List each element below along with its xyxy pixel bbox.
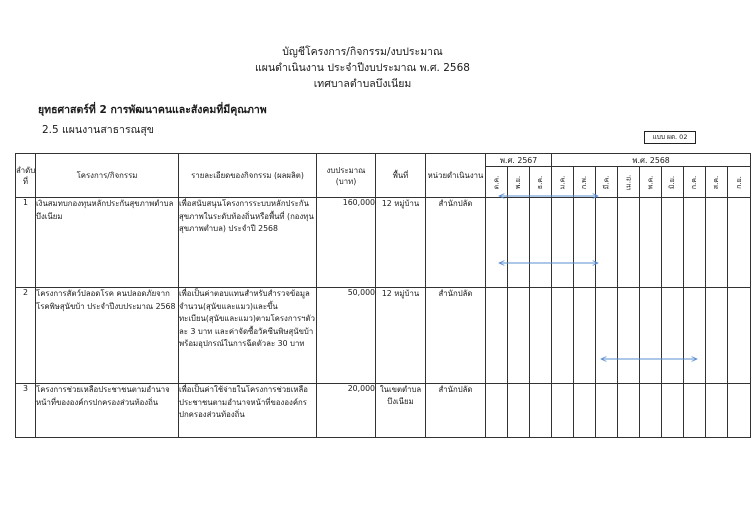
- month-header: มิ.ย.: [662, 167, 684, 198]
- row-number: 1: [16, 198, 36, 288]
- table-row: [16, 384, 751, 438]
- project-area: 12 หมู่บ้าน: [376, 198, 426, 288]
- responsible-unit: สำนักปลัด: [426, 288, 486, 384]
- month-header: พ.ค.: [640, 167, 662, 198]
- col-header-year-2567: พ.ศ. 2567: [486, 154, 552, 167]
- project-name: โครงการช่วยเหลือประชาชนตามอำนาจหน้าที่ขององค์กรปกครองส่วนท้องถิ่น: [36, 384, 179, 438]
- col-header-area: พื้นที่: [376, 154, 426, 198]
- plan-table: [15, 153, 751, 438]
- month-header: ส.ค.: [706, 167, 728, 198]
- month-header: ม.ค.: [552, 167, 574, 198]
- col-header-detail: รายละเอียดของกิจกรรม (ผลผลิต): [179, 154, 317, 198]
- month-header: เม.ย.: [618, 167, 640, 198]
- month-header: ก.พ.: [574, 167, 596, 198]
- month-header: มี.ค.: [596, 167, 618, 198]
- table-row: [16, 288, 751, 384]
- month-header: ก.ค.: [684, 167, 706, 198]
- col-header-no: ลำดับที่: [16, 154, 36, 198]
- project-detail: เพื่อเป็นค่าตอบแทนสำหรับสำรวจข้อมูลจำนวน(สุนัขและแมว)และขึ้นทะเบียน(สุนัขและแมว)ตามโครงการฯตัวละ 3 บาท และค่าจัดซื้อวัคซีนพิษสุนัขบ้าพร้อมอุปกรณ์ในการฉีดตัวละ 30 บาท: [179, 288, 317, 384]
- budget-amount: 50,000: [317, 288, 376, 384]
- form-code-box: แบบ ผด. 02: [644, 131, 696, 144]
- project-detail: เพื่อสนับสนุนโครงการระบบหลักประกันสุขภาพในระดับท้องถิ่นหรือพื้นที่ (กองทุนสุขภาพตำบล) ประจำปี 2568: [179, 198, 317, 288]
- month-header: พ.ย.: [508, 167, 530, 198]
- responsible-unit: สำนักปลัด: [426, 384, 486, 438]
- col-header-unit: หน่วยดำเนินงาน: [426, 154, 486, 198]
- section-heading: 2.5 แผนงานสาธารณสุข: [42, 124, 154, 136]
- project-detail: เพื่อเป็นค่าใช้จ่ายในโครงการช่วยเหลือประชาชนตามอำนาจหน้าที่ขององค์กรปกครองส่วนท้องถิ่น: [179, 384, 317, 438]
- project-name: โครงการสัตว์ปลอดโรค คนปลอดภัยจากโรคพิษสุนัขบ้า ประจำปีงบประมาณ 2568: [36, 288, 179, 384]
- month-header: ต.ค.: [486, 167, 508, 198]
- project-area: ในเขตตำบลบึงเนียม: [376, 384, 426, 438]
- project-area: 12 หมู่บ้าน: [376, 288, 426, 384]
- col-header-budget: งบประมาณ (บาท): [317, 154, 376, 198]
- table-row: [16, 198, 751, 288]
- month-header: ก.ย.: [728, 167, 751, 198]
- doc-title: บัญชีโครงการ/กิจกรรม/งบประมาณ: [282, 46, 443, 58]
- col-header-year-2568: พ.ศ. 2568: [552, 154, 751, 167]
- doc-subtitle: แผนดำเนินงาน ประจำปีงบประมาณ พ.ศ. 2568: [255, 62, 470, 74]
- month-header: ธ.ค.: [530, 167, 552, 198]
- budget-amount: 20,000: [317, 384, 376, 438]
- col-header-project: โครงการ/กิจกรรม: [36, 154, 179, 198]
- project-name: เงินสมทบกองทุนหลักประกันสุขภาพตำบลบึงเนียม: [36, 198, 179, 288]
- org-name: เทศบาลตำบลบึงเนียม: [313, 78, 412, 90]
- strategy-heading: ยุทธศาสตร์ที่ 2 การพัฒนาคนและสังคมที่มีคุณภาพ: [38, 104, 267, 116]
- budget-amount: 160,000: [317, 198, 376, 288]
- row-number: 2: [16, 288, 36, 384]
- responsible-unit: สำนักปลัด: [426, 198, 486, 288]
- row-number: 3: [16, 384, 36, 438]
